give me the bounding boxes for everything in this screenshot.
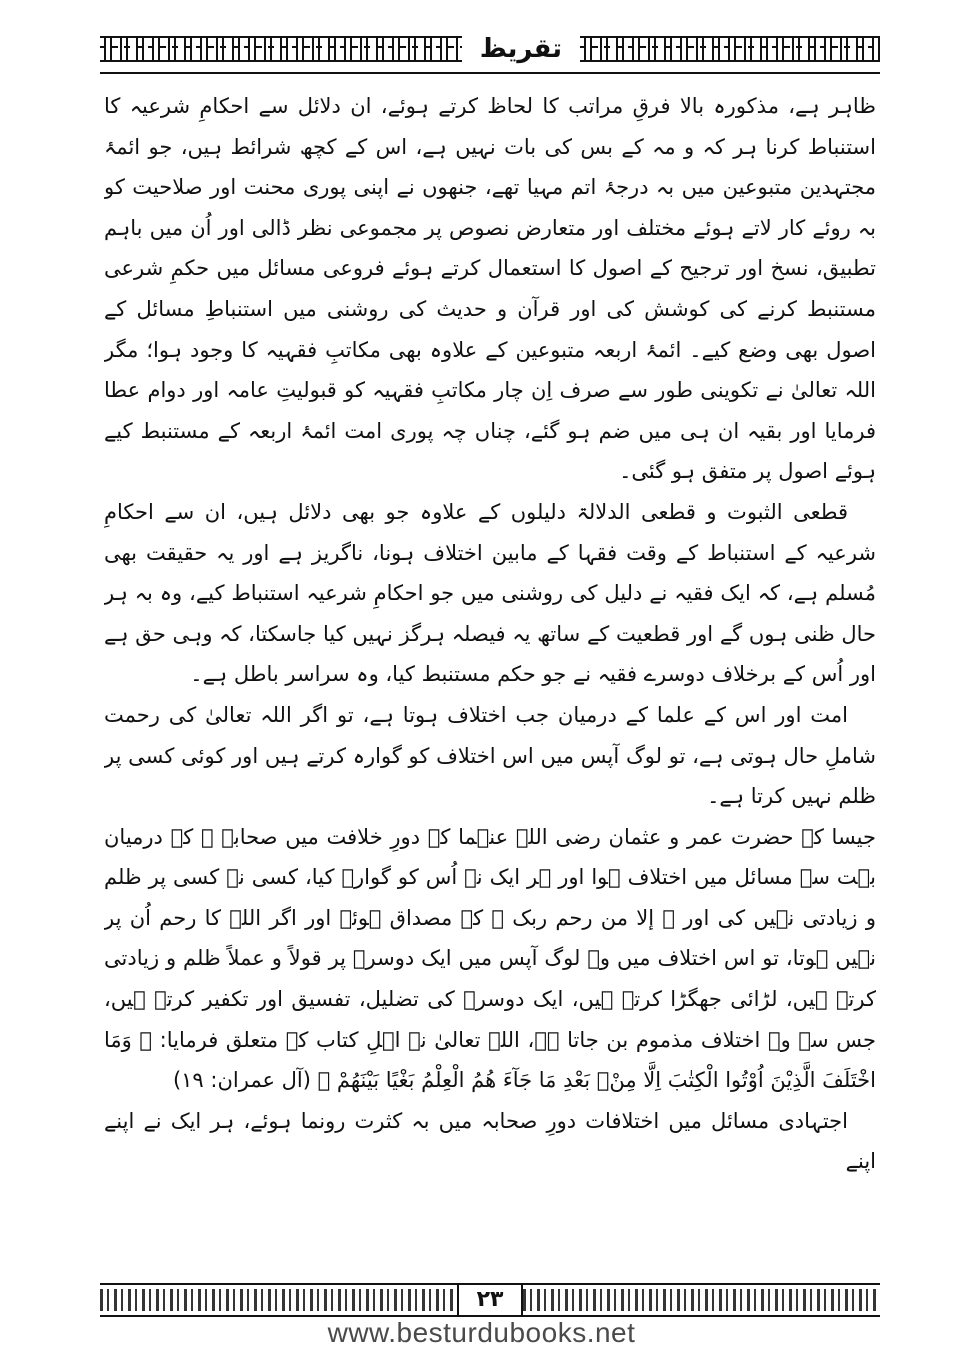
page-header <box>100 30 880 68</box>
paragraph-2: قطعی الثبوت و قطعی الدلالۃ دلیلوں کے علاوہ جو بھی دلائل ہیں، ان سے احکامِ شرعیہ کے استنباط کے وقت فقہا کے مابین اختلاف ہونا، ناگریز ہے اور یہ حقیقت بھی مُسلم ہے، کہ ایک فقیہ نے دلیل کی روشنی میں جو احکامِ شرعیہ استنباط کیے، وہ بہ ہر حال ظنی ہوں گے اور قطعیت کے ساتھ یہ فیصلہ ہرگز نہیں کیا جاسکتا، کہ وہی حق ہے اور اُس کے برخلاف دوسرے فقیہ نے جو حکم مستنبط کیا، وہ سراسر باطل ہے۔ <box>104 499 876 687</box>
footer-ornament-left <box>100 1289 457 1311</box>
page-footer <box>100 1283 880 1317</box>
header-ornament-right <box>580 36 880 62</box>
page-number: ۲۳ <box>457 1285 523 1315</box>
page-title: تقریظ <box>479 34 562 64</box>
website-watermark: www.besturdubooks.net <box>327 1317 636 1348</box>
paragraph-4: جیسا کہ حضرت عمر و عثمان رضی اللہ عنہما کے دورِ خلافت میں صحابہ ﷺ کے درمیان بہت سے مسائل میں اختلاف ہوا اور ہر ایک نے اُس کو گوارہ کیا، کسی نے کسی پر ظلم و زیادتی نہیں کی اور ﴿ إلا من رحم ربک ﴾ کے مصداق ہوئے اور اگر اللہ کا رحم اُن پر نہیں ہوتا، تو اس اختلاف میں وہ لوگ آپس میں ایک دوسرے پر قولاً و عملاً ظلم و زیادتی کرتے ہیں، لڑائی جھگڑا کرتے ہیں، ایک دوسرے کی تضلیل، تفسیق اور تکفیر کرتے ہیں، جس سے وہ اختلاف مذموم بن جاتا ہے، اللہ تعالیٰ نے اہلِ کتاب کے متعلق فرمایا: ﴿ وَمَا اخْتَلَفَ الَّذِیْنَ اُوْتُوا الْکِتٰبَ اِلَّا مِنْۢ بَعْدِ مَا جَآءَ ھُمُ الْعِلْمُ بَغْیًا بَیْنَھُمْ ﴾ (آل عمران: ۱۹) <box>104 824 876 1093</box>
paragraph-5: اجتہادی مسائل میں اختلافات دورِ صحابہ میں بہ کثرت رونما ہوئے، ہر ایک نے اپنے اپنے <box>104 1108 876 1174</box>
paragraph-1: ظاہر ہے، مذکورہ بالا فرقِ مراتب کا لحاظ کرتے ہوئے، ان دلائل سے احکامِ شرعیہ کا استنباط کرنا ہر کہ و مہ کے بس کی بات نہیں ہے، اس کے کچھ شرائط ہیں، جو ائمۂ مجتہدین متبوعین میں بہ درجۂ اتم مہیا تھے، جنھوں نے اپنی پوری محنت اور صلاحیت کو بہ روئے کار لاتے ہوئے مختلف اور متعارض نصوص پر مجموعی نظر ڈالی اور اُن میں باہم تطبیق، نسخ اور ترجیح کے اصول کا استعمال کرتے ہوئے فروعی مسائل میں حکمِ شرعی مستنبط کرنے کی کوشش کی اور قرآن و حدیث کی روشنی میں استنباطِ مسائل کے اصول بھی وضع کیے۔ ائمۂ اربعہ متبوعین کے علاوہ بھی مکاتبِ فقہیہ کا وجود ہوا؛ مگر اللہ تعالیٰ نے تکوینی طور سے صرف اِن چار مکاتبِ فقہیہ کو قبولیتِ عامہ اور دوام عطا فرمایا اور بقیہ ان ہی میں ضم ہو گئے، چناں چہ پوری امت ائمۂ اربعہ کے مستنبط کیے ہوئے اصول پر متفق ہو گئی۔ <box>104 94 876 484</box>
footer-ornament-right <box>523 1289 880 1311</box>
header-ornament-left <box>100 36 462 62</box>
body-text <box>104 86 876 1230</box>
header-divider <box>100 72 880 74</box>
paragraph-3: امت اور اس کے علما کے درمیان جب اختلاف ہوتا ہے، تو اگر اللہ تعالیٰ کی رحمت شاملِ حال ہوتی ہے، تو لوگ آپس میں اس اختلاف کو گوارہ کرتے ہیں اور کوئی کسی پر ظلم نہیں کرتا ہے۔ <box>104 702 876 809</box>
